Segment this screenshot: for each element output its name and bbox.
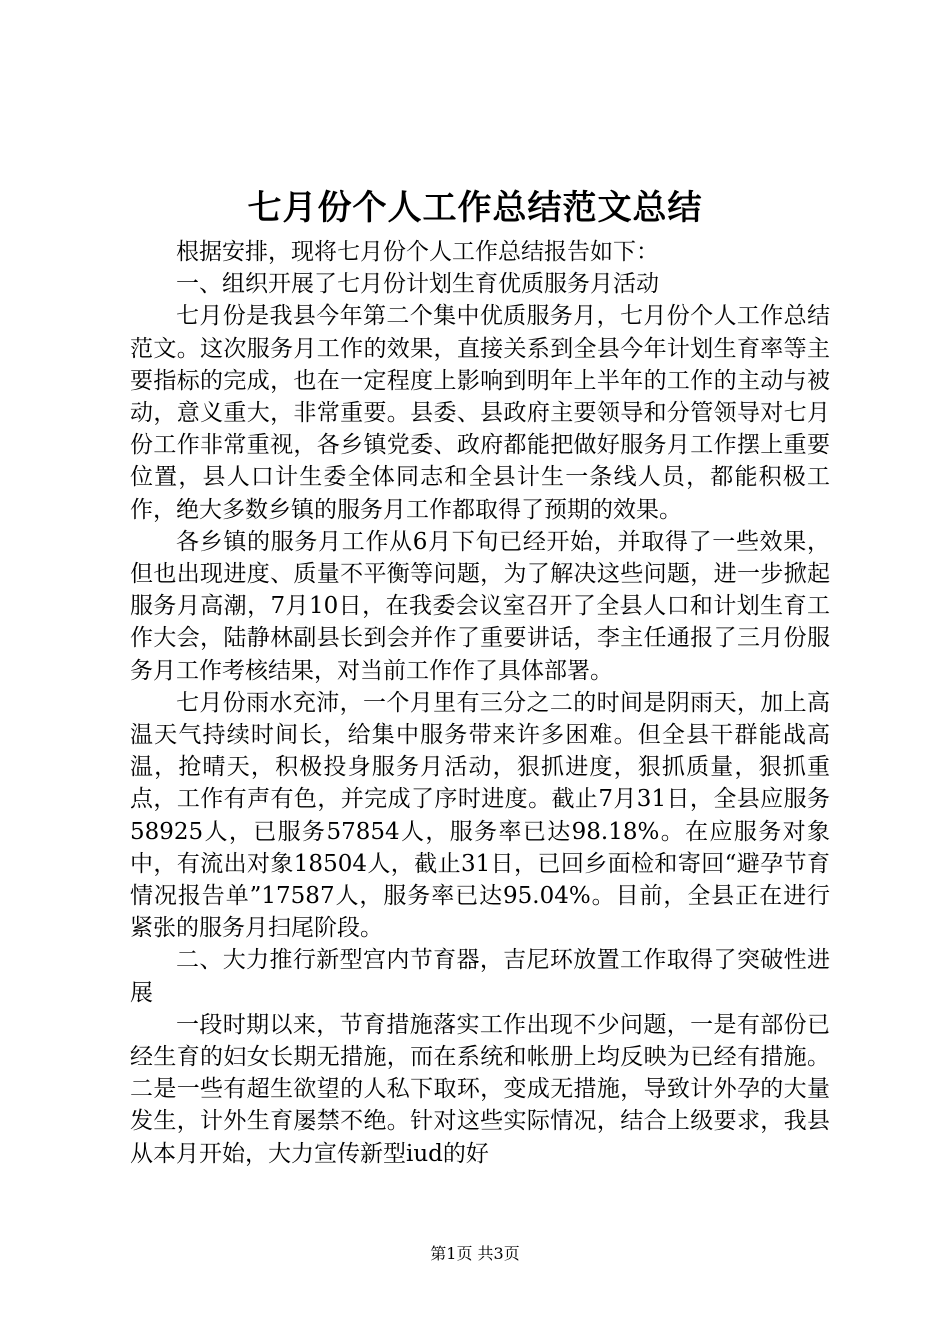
- document-body: [130, 236, 830, 1170]
- paragraph: 七月份雨水充沛，一个月里有三分之二的时间是阴雨天，加上高温天气持续时间长，给集中服务带来许多困难。但全县干群能战高温，抢晴天，积极投身服务月活动，狠抓进度，狠抓质量，狠抓重点，工作有声有色，并完成了序时进度。截止7月31日，全县应服务58925人，已服务57854人，服务率已达98.18%。在应服务对象中，有流出对象18504人，截止31日，已回乡面检和寄回“避孕节育情况报告单”17587人，服务率已达95.04%。目前，全县正在进行紧张的服务月扫尾阶段。: [130, 689, 830, 942]
- paragraph: 一段时期以来，节育措施落实工作出现不少问题，一是有部份已经生育的妇女长期无措施，而在系统和帐册上均反映为已经有措施。二是一些有超生欲望的人私下取环，变成无措施，导致计外孕的大量发生，计外生育屡禁不绝。针对这些实际情况，结合上级要求，我县从本月开始，大力宣传新型iud的好: [130, 1011, 830, 1167]
- section-heading-1: 一、组织开展了七月份计划生育优质服务月活动: [176, 271, 659, 298]
- section-heading-2: 二、大力推行新型宫内节育器，吉尼环放置工作取得了突破性进展: [130, 947, 830, 1006]
- page-number-footer: 第1页 共3页: [430, 1244, 520, 1263]
- document-title: 七月份个人工作总结范文总结: [247, 188, 703, 228]
- paragraph-intro: 根据安排，现将七月份个人工作总结报告如下：: [176, 239, 659, 265]
- paragraph: 各乡镇的服务月工作从6月下旬已经开始，并取得了一些效果，但也出现进度、质量不平衡等问题，为了解决这些问题，进一步掀起服务月高潮，7月10日，在我委会议室召开了全县人口和计划生育工作大会，陆静林副县长到会并作了重要讲话，李主任通报了三月份服务月工作考核结果，对当前工作作了具体部署。: [130, 528, 830, 684]
- paragraph: 七月份是我县今年第二个集中优质服务月，七月份个人工作总结范文。这次服务月工作的效果，直接关系到全县今年计划生育率等主要指标的完成，也在一定程度上影响到明年上半年的工作的主动与被动，意义重大，非常重要。县委、县政府主要领导和分管领导对七月份工作非常重视，各乡镇党委、政府都能把做好服务月工作摆上重要位置，县人口计生委全体同志和全县计生一条线人员，都能积极工作，绝大多数乡镇的服务月工作都取得了预期的效果。: [130, 303, 830, 523]
